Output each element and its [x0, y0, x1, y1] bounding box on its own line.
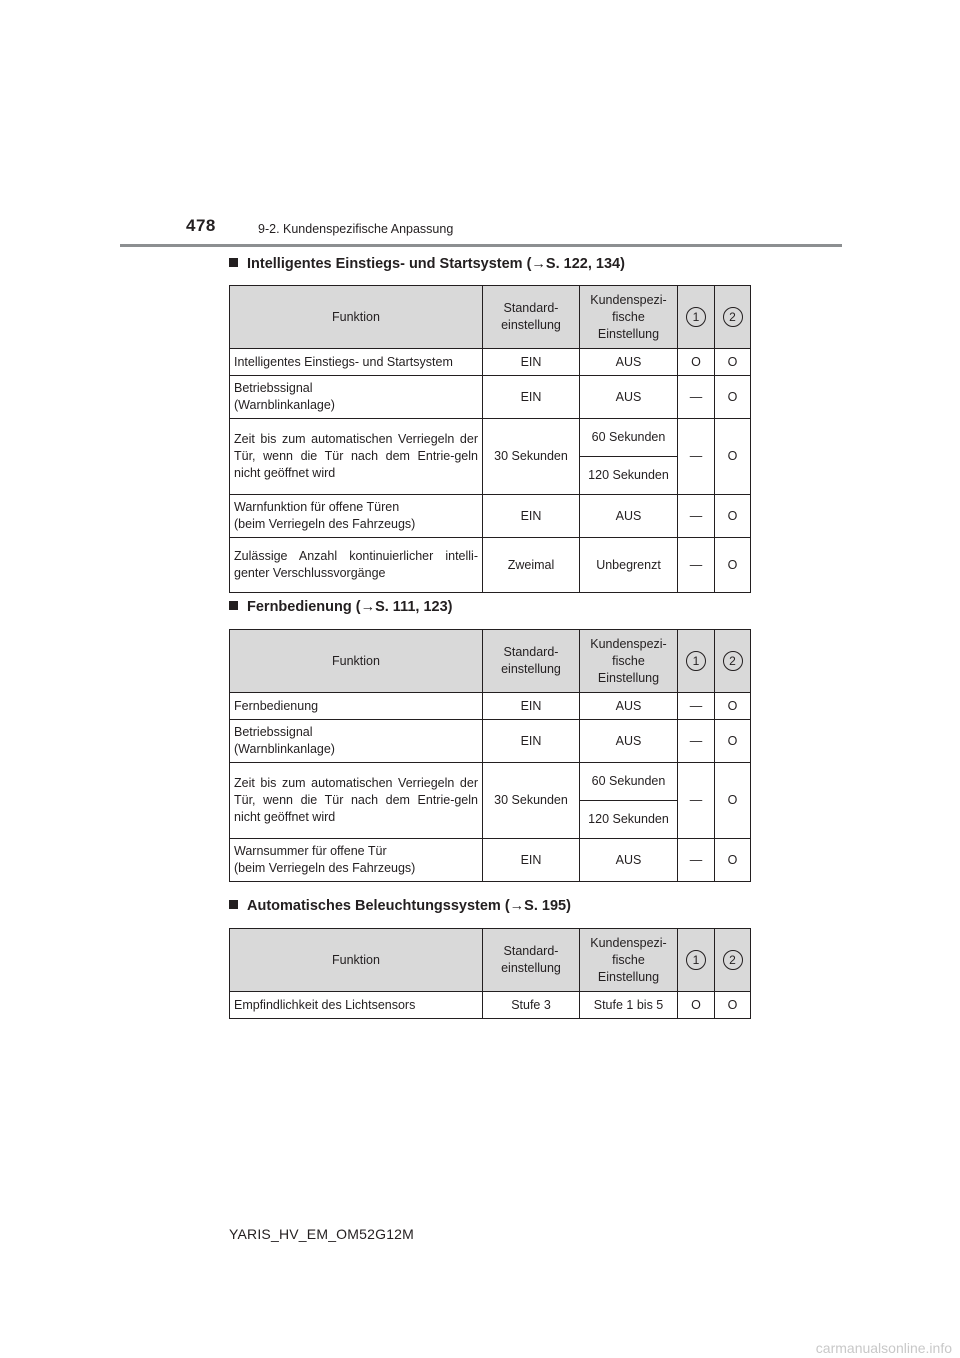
mode-2-cell: O: [715, 495, 751, 538]
mode-2-cell: O: [715, 720, 751, 763]
function-cell: Warnfunktion für offene Türen (beim Verriegeln des Fahrzeugs): [230, 495, 483, 538]
table-header-row: [230, 286, 751, 349]
column-header-custom: Kundenspezi-fische Einstellung: [580, 929, 678, 992]
mode-1-cell: O: [678, 992, 715, 1019]
function-cell: Empfindlichkeit des Lichtsensors: [230, 992, 483, 1019]
mode-1-cell: —: [678, 419, 715, 495]
table-row: [230, 839, 751, 882]
mode-2-cell: O: [715, 376, 751, 419]
custom-setting-cell: AUS: [580, 349, 678, 376]
custom-setting-cell: AUS: [580, 720, 678, 763]
circled-number-1-icon: 1: [686, 307, 706, 327]
table-row: [230, 720, 751, 763]
column-header-custom: Kundenspezi-fische Einstellung: [580, 286, 678, 349]
table-header-row: [230, 630, 751, 693]
custom-setting-cell: AUS: [580, 839, 678, 882]
watermark: carmanualsonline.info: [815, 1340, 952, 1356]
table-row: [230, 538, 751, 593]
mode-1-cell: —: [678, 720, 715, 763]
column-header-mode-1: [678, 286, 715, 349]
circled-number-1-icon: 1: [686, 950, 706, 970]
mode-1-cell: —: [678, 376, 715, 419]
custom-setting-cell: Unbegrenzt: [580, 538, 678, 593]
table-header-row: [230, 929, 751, 992]
custom-setting-cell: AUS: [580, 376, 678, 419]
table-row: [230, 763, 751, 801]
circled-number-1-icon: 1: [686, 651, 706, 671]
table-row: [230, 349, 751, 376]
page-number: 478: [186, 216, 216, 235]
custom-setting-cell: 120 Sekunden: [580, 801, 678, 839]
section-heading: [229, 599, 452, 615]
default-setting-cell: EIN: [483, 349, 580, 376]
custom-setting-cell: 60 Sekunden: [580, 419, 678, 457]
function-cell: Intelligentes Einstiegs- und Startsystem: [230, 349, 483, 376]
square-bullet-icon: [229, 601, 238, 610]
mode-1-cell: —: [678, 763, 715, 839]
chapter-title: 9-2. Kundenspezifische Anpassung: [258, 222, 454, 236]
column-header-mode-2: [715, 286, 751, 349]
default-setting-cell: EIN: [483, 495, 580, 538]
circled-number-2-icon: 2: [723, 950, 743, 970]
default-setting-cell: EIN: [483, 720, 580, 763]
column-header-mode-1: [678, 630, 715, 693]
function-cell: Warnsummer für offene Tür (beim Verriegeln des Fahrzeugs): [230, 839, 483, 882]
table-row: [230, 495, 751, 538]
column-header-default: Standard-einstellung: [483, 630, 580, 693]
mode-1-cell: O: [678, 349, 715, 376]
mode-1-cell: —: [678, 538, 715, 593]
square-bullet-icon: [229, 900, 238, 909]
section-heading-text: Automatisches Beleuchtungssystem (→S. 195): [247, 898, 571, 914]
default-setting-cell: EIN: [483, 839, 580, 882]
custom-setting-cell: 60 Sekunden: [580, 763, 678, 801]
document-code: YARIS_HV_EM_OM52G12M: [229, 1226, 415, 1242]
function-cell: Fernbedienung: [230, 693, 483, 720]
header-rule: [120, 244, 842, 247]
column-header-default: Standard-einstellung: [483, 286, 580, 349]
mode-2-cell: O: [715, 419, 751, 495]
custom-setting-cell: AUS: [580, 495, 678, 538]
mode-2-cell: O: [715, 693, 751, 720]
custom-setting-cell: 120 Sekunden: [580, 457, 678, 495]
mode-1-cell: —: [678, 495, 715, 538]
default-setting-cell: Stufe 3: [483, 992, 580, 1019]
function-cell: Betriebssignal (Warnblinkanlage): [230, 376, 483, 419]
table-row: [230, 992, 751, 1019]
settings-table: [229, 629, 751, 882]
default-setting-cell: Zweimal: [483, 538, 580, 593]
square-bullet-icon: [229, 258, 238, 267]
table-row: [230, 376, 751, 419]
section-heading-text: Intelligentes Einstiegs- und Startsystem (→S. 122, 134): [247, 256, 625, 272]
column-header-mode-2: [715, 630, 751, 693]
function-cell: Zeit bis zum automatischen Verriegeln der Tür, wenn die Tür nach dem Entrie-geln nicht geöffnet wird: [230, 419, 483, 495]
default-setting-cell: 30 Sekunden: [483, 419, 580, 495]
column-header-function: Funktion: [230, 929, 483, 992]
mode-1-cell: —: [678, 693, 715, 720]
mode-1-cell: —: [678, 839, 715, 882]
column-header-function: Funktion: [230, 630, 483, 693]
column-header-custom: Kundenspezi-fische Einstellung: [580, 630, 678, 693]
column-header-default: Standard-einstellung: [483, 929, 580, 992]
section-heading: [229, 898, 571, 914]
circled-number-2-icon: 2: [723, 307, 743, 327]
mode-2-cell: O: [715, 839, 751, 882]
function-cell: Zulässige Anzahl kontinuierlicher intelli-genter Verschlussvorgänge: [230, 538, 483, 593]
mode-2-cell: O: [715, 538, 751, 593]
section-heading-text: Fernbedienung (→S. 111, 123): [247, 599, 453, 615]
mode-2-cell: O: [715, 992, 751, 1019]
function-cell: Zeit bis zum automatischen Verriegeln der Tür, wenn die Tür nach dem Entrie-geln nicht geöffnet wird: [230, 763, 483, 839]
circled-number-2-icon: 2: [723, 651, 743, 671]
function-cell: Betriebssignal (Warnblinkanlage): [230, 720, 483, 763]
settings-table: [229, 928, 751, 1019]
column-header-mode-2: [715, 929, 751, 992]
default-setting-cell: EIN: [483, 693, 580, 720]
table-row: [230, 419, 751, 457]
column-header-mode-1: [678, 929, 715, 992]
table-row: [230, 693, 751, 720]
section-heading: [229, 256, 625, 272]
custom-setting-cell: AUS: [580, 693, 678, 720]
mode-2-cell: O: [715, 349, 751, 376]
settings-table: [229, 285, 751, 593]
column-header-function: Funktion: [230, 286, 483, 349]
default-setting-cell: EIN: [483, 376, 580, 419]
custom-setting-cell: Stufe 1 bis 5: [580, 992, 678, 1019]
mode-2-cell: O: [715, 763, 751, 839]
default-setting-cell: 30 Sekunden: [483, 763, 580, 839]
